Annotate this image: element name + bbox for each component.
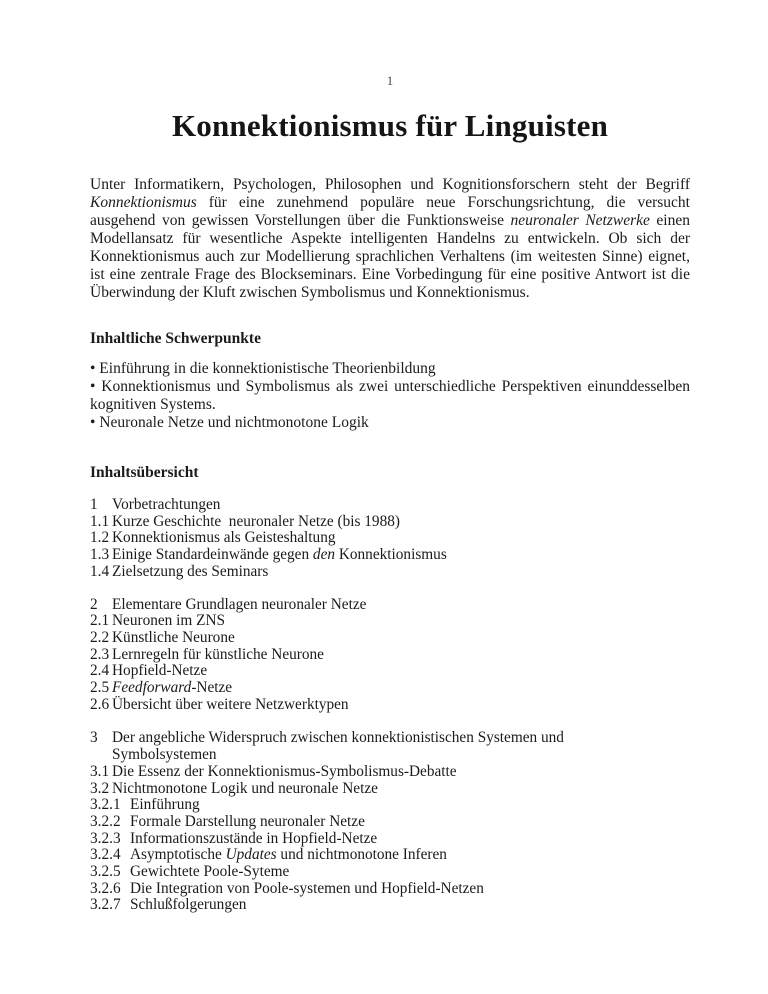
focus-heading: Inhaltliche Schwerpunkte: [90, 330, 261, 347]
toc-item-number: 3.2.3: [90, 829, 121, 847]
text-run: -Netze: [191, 679, 233, 697]
toc-item-number: 2.5: [90, 679, 110, 697]
toc-item: [90, 881, 690, 898]
toc-item-number: 2.1: [90, 612, 110, 630]
text-run: Zielsetzung des Seminars: [112, 562, 269, 580]
toc-item-text: [112, 597, 366, 614]
toc-item-number: 1.1: [90, 512, 110, 530]
toc-item-text: [112, 781, 378, 798]
toc-item-number: 1.4: [90, 562, 110, 580]
toc-item-text: [112, 680, 232, 697]
toc-item-text: [112, 764, 457, 781]
text-run: Nichtmonotone Logik und neuronale Netze: [112, 779, 378, 797]
toc-item-number: 1.3: [90, 546, 110, 564]
toc-block-1: [90, 497, 690, 581]
toc-item: [90, 630, 690, 647]
toc-item-text: [112, 530, 336, 547]
toc-item-number: 2: [90, 595, 98, 613]
focus-bullet-list: [90, 360, 690, 432]
text-run: • Einführung in die konnektionistische Theorienbildung: [90, 360, 436, 377]
toc-item-text: [130, 831, 377, 848]
intro-paragraph: [90, 176, 690, 302]
text-run: Kurze Geschichte neuronaler Netze (bis 1988): [112, 512, 400, 530]
text-run: Hopfield-Netze: [112, 662, 208, 680]
text-run: Einführung: [130, 796, 200, 814]
toc-item-number: 3.2.1: [90, 796, 121, 814]
bullet-item: [90, 414, 690, 432]
text-run: Vorbetrachtungen: [112, 496, 221, 513]
text-run: Informationszustände in Hopfield-Netze: [130, 829, 378, 847]
toc-item: [90, 663, 690, 680]
toc-item-text: [130, 847, 447, 864]
toc-item-text: [112, 547, 447, 564]
toc-item-text: [112, 663, 207, 680]
toc-item-number: 2.2: [90, 628, 110, 646]
toc-item-text: [130, 814, 365, 831]
toc-block-3: [90, 730, 690, 914]
text-run: Asymptotische: [130, 846, 226, 864]
text-run: Gewichtete Poole-Syteme: [130, 863, 290, 881]
toc-item: [90, 864, 690, 881]
document-title: Konnektionismus für Linguisten: [171, 108, 609, 143]
text-run: Künstliche Neurone: [112, 628, 235, 646]
text-run: und nichtmonotone Inferen: [276, 846, 447, 864]
toc-item: [90, 647, 690, 664]
toc-item: [90, 697, 690, 714]
toc-item: [90, 797, 690, 814]
text-run: Die Integration von Poole-systemen und Hopfield-Netzen: [130, 879, 484, 897]
italic-text-run: neuronaler Netzwerke: [510, 212, 650, 229]
toc-item: [90, 847, 690, 864]
toc-item-text: [130, 864, 289, 881]
toc-item-text: [112, 647, 324, 664]
text-run: Konnektionismus: [335, 546, 447, 564]
text-run: • Konnektionismus und Symbolismus als zwei unterschiedliche Perspektiven einunddesselben kognitiven Systems.: [90, 378, 690, 413]
toc-item-text: [112, 514, 400, 531]
text-run: einen Modellansatz für wesentliche Aspekte intelligenten Handelns zu entwickeln. Ob sich der Konnektionismus auch zur Modellierung sprachlichen Verhaltens (im weitesten Sinne) eignet, ist eine zentrale Frage des Blockseminars. Eine Vorbedingung für eine positive Antwort ist die Überwindung der Kluft zwischen Symbolismus und Konnektionismus.: [90, 212, 690, 301]
toc-item-text: [112, 630, 235, 647]
toc-item: [90, 530, 690, 547]
toc-item: [90, 897, 690, 914]
text-run: Elementare Grundlagen neuronaler Netze: [112, 595, 367, 613]
toc-item-text: [112, 497, 220, 514]
text-run: für eine zunehmend populäre neue Forschungsrichtung, die versucht ausgehend von gewissen Vorstellungen über die Funktionsweise: [90, 194, 690, 229]
text-run: Einige Standardeinwände gegen: [112, 546, 313, 564]
toc-heading: Inhaltsübersicht: [90, 464, 199, 481]
toc-item-number: 3.1: [90, 762, 110, 780]
page-content: [90, 0, 690, 914]
page-number: 1: [386, 73, 394, 88]
text-run: Übersicht über weitere Netzwerktypen: [112, 695, 349, 713]
toc-item-number: 3.2.5: [90, 863, 121, 881]
toc-item: [90, 547, 690, 564]
bullet-item: [90, 378, 690, 414]
toc-block-2: [90, 597, 690, 714]
toc-item: [90, 613, 690, 630]
text-run: Die Essenz der Konnektionismus-Symbolismus-Debatte: [112, 762, 457, 780]
toc-item: [90, 680, 690, 697]
italic-text-run: den: [312, 546, 336, 564]
toc-item-number: 3: [90, 729, 98, 747]
text-run: Lernregeln für künstliche Neurone: [112, 645, 324, 663]
toc-item-text: [112, 697, 349, 714]
italic-text-run: Feedforward: [112, 679, 192, 697]
toc-item: [90, 814, 690, 831]
toc-item: [90, 514, 690, 531]
toc-item-number: 3.2.6: [90, 879, 121, 897]
toc-item: [90, 831, 690, 848]
toc-item: [90, 781, 690, 798]
toc-item-number: 3.2: [90, 779, 110, 797]
toc-item: [90, 597, 690, 614]
toc-item-number: 3.2.7: [90, 896, 121, 914]
toc-item-text: [130, 881, 484, 898]
toc-item-text: [112, 564, 268, 581]
toc-item-number: 2.3: [90, 645, 110, 663]
text-run: Konnektionismus als Geisteshaltung: [112, 529, 336, 547]
italic-text-run: Konnektionismus: [90, 194, 197, 211]
toc-item: [90, 747, 690, 764]
toc-item: [90, 764, 690, 781]
toc-item: [90, 497, 690, 514]
toc-item: [90, 730, 690, 747]
text-run: Symbolsystemen: [112, 746, 217, 764]
toc-item-text: [130, 797, 200, 814]
text-run: Unter Informatikern, Psychologen, Philosophen und Kognitionsforschern steht der Begriff: [90, 176, 690, 193]
toc-item-number: 1.2: [90, 529, 110, 547]
text-run: Schlußfolgerungen: [130, 896, 247, 914]
text-run: Formale Darstellung neuronaler Netze: [130, 812, 365, 830]
toc-item-text: [112, 730, 564, 747]
text-run: Neuronen im ZNS: [112, 612, 226, 630]
toc-item-text: [112, 613, 225, 630]
italic-text-run: Updates: [225, 846, 277, 864]
toc-item-text: [130, 897, 246, 914]
toc-item-number: 3.2.2: [90, 812, 121, 830]
toc-item-number: 2.6: [90, 695, 110, 713]
text-run: Der angebliche Widerspruch zwischen konnektionistischen Systemen und: [112, 729, 564, 747]
toc-item: [90, 564, 690, 581]
toc-item-text: [112, 747, 217, 764]
toc-item-number: 3.2.4: [90, 846, 121, 864]
toc-item-number: 2.4: [90, 662, 110, 680]
bullet-item: [90, 360, 690, 378]
toc-item-number: 1: [90, 496, 98, 513]
text-run: • Neuronale Netze und nichtmonotone Logik: [90, 414, 369, 431]
